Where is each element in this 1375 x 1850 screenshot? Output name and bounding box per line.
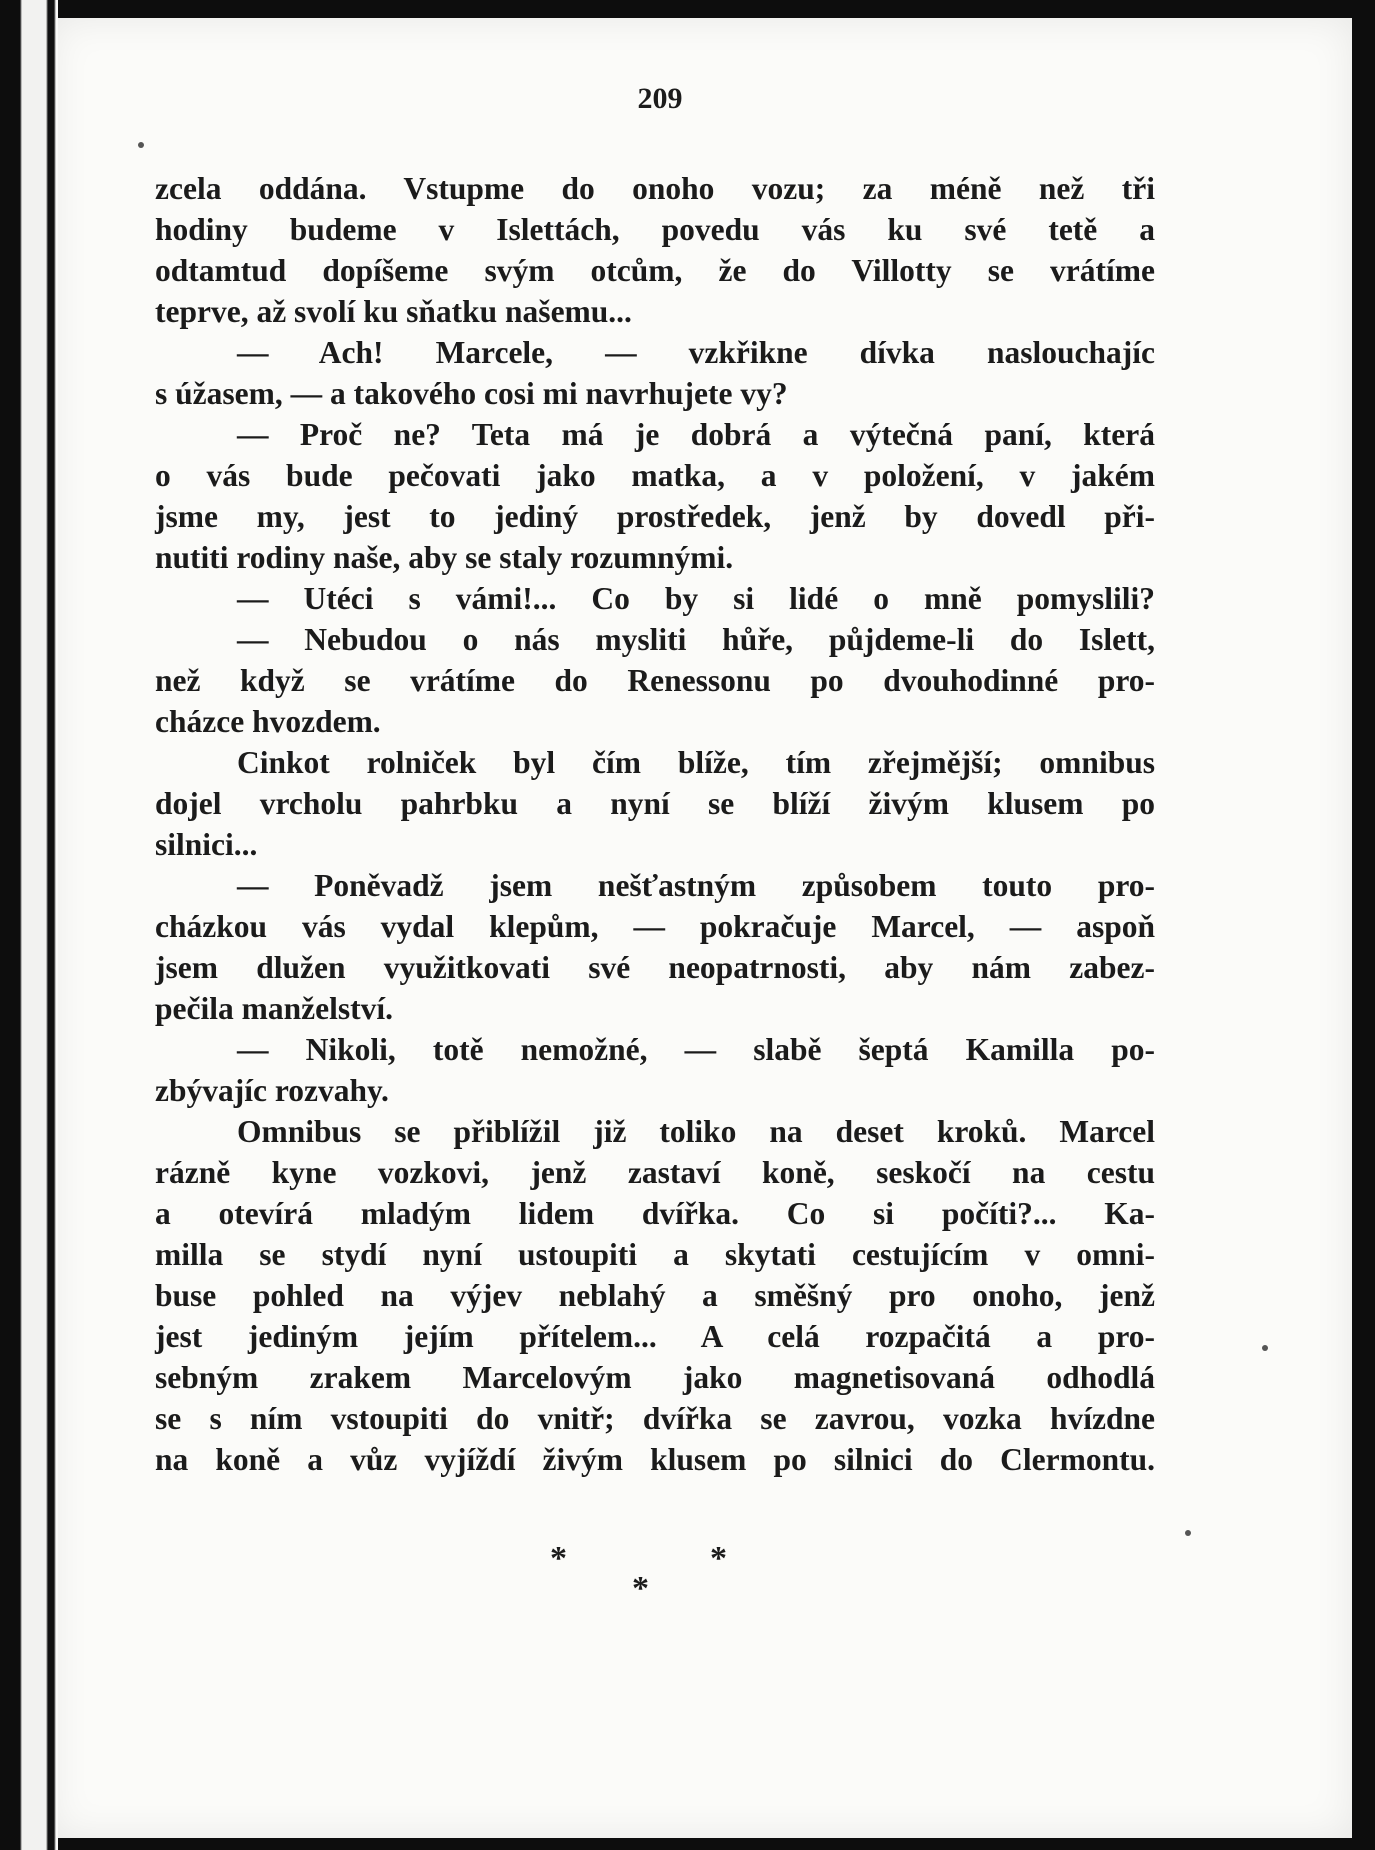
text-line: jsme my, jest to jediný prostředek, jenž by dovedl při- bbox=[155, 499, 1155, 534]
text-line: dojel vrcholu pahrbku a nyní se blíží živým klusem po bbox=[155, 786, 1155, 821]
text-line: nutiti rodiny naše, aby se staly rozumnými. bbox=[155, 540, 734, 575]
paper-speck bbox=[138, 142, 144, 148]
asterisk: * bbox=[632, 1570, 649, 1607]
text-line: rázně kyne vozkovi, jenž zastaví koně, seskočí na cestu bbox=[155, 1155, 1155, 1190]
page-text bbox=[155, 168, 1155, 1480]
text-line: — Utéci s vámi!... Co by si lidé o mně pomyslili? bbox=[237, 581, 1155, 616]
paper-speck bbox=[1262, 1345, 1268, 1351]
text-line: — Nikoli, totě nemožné, — slabě šeptá Kamilla po- bbox=[237, 1032, 1155, 1067]
text-line: zbývajíc rozvahy. bbox=[155, 1073, 389, 1108]
text-line: Cinkot rolniček byl čím blíže, tím zřejmější; omnibus bbox=[237, 745, 1155, 780]
text-line: teprve, až svolí ku sňatku našemu... bbox=[155, 294, 632, 329]
text-line: jest jediným jejím přítelem... A celá rozpačitá a pro- bbox=[155, 1319, 1155, 1354]
text-line: a otevírá mladým lidem dvířka. Co si počíti?... Ka- bbox=[155, 1196, 1155, 1231]
text-line: pečila manželství. bbox=[155, 991, 393, 1026]
text-line: — Ach! Marcele, — vzkřikne dívka naslouchajíc bbox=[237, 335, 1155, 370]
text-line: cházkou vás vydal klepům, — pokračuje Marcel, — aspoň bbox=[155, 909, 1155, 944]
text-line: — Nebudou o nás mysliti hůře, půjdeme-li do Islett, bbox=[237, 622, 1155, 657]
text-line: — Poněvadž jsem nešťastným způsobem touto pro- bbox=[237, 868, 1155, 903]
asterisk: * bbox=[550, 1540, 567, 1577]
text-line: sebným zrakem Marcelovým jako magnetisovaná odhodlá bbox=[155, 1360, 1155, 1395]
asterisk: * bbox=[710, 1540, 727, 1577]
text-line: o vás bude pečovati jako matka, a v položení, v jakém bbox=[155, 458, 1155, 493]
text-line: hodiny budeme v Islettách, povedu vás ku své tetě a bbox=[155, 212, 1155, 247]
text-line: silnici... bbox=[155, 827, 258, 862]
section-separator bbox=[540, 1540, 740, 1620]
page-number: 209 bbox=[637, 82, 683, 115]
text-line: cházce hvozdem. bbox=[155, 704, 381, 739]
text-line: jsem dlužen využitkovati své neopatrnosti, aby nám zabez- bbox=[155, 950, 1155, 985]
text-line: Omnibus se přiblížil již toliko na deset kroků. Marcel bbox=[237, 1114, 1155, 1149]
text-line: — Proč ne? Teta má je dobrá a výtečná paní, která bbox=[237, 417, 1155, 452]
paper-speck bbox=[1185, 1530, 1191, 1536]
text-line: na koně a vůz vyjíždí živým klusem po silnici do Clermontu. bbox=[155, 1442, 1155, 1477]
text-line: než když se vrátíme do Renessonu po dvouhodinné pro- bbox=[155, 663, 1155, 698]
binding-edge bbox=[0, 0, 58, 1850]
text-line: odtamtud dopíšeme svým otcům, že do Villotty se vrátíme bbox=[155, 253, 1155, 288]
text-line: milla se stydí nyní ustoupiti a skytati cestujícím v omni- bbox=[155, 1237, 1155, 1272]
text-line: se s ním vstoupiti do vnitř; dvířka se zavrou, vozka hvízdne bbox=[155, 1401, 1155, 1436]
text-line: s úžasem, — a takového cosi mi navrhujete vy? bbox=[155, 376, 788, 411]
text-line: zcela oddána. Vstupme do onoho vozu; za méně než tři bbox=[155, 171, 1155, 206]
text-line: buse pohled na výjev neblahý a směšný pro onoho, jenž bbox=[155, 1278, 1155, 1313]
